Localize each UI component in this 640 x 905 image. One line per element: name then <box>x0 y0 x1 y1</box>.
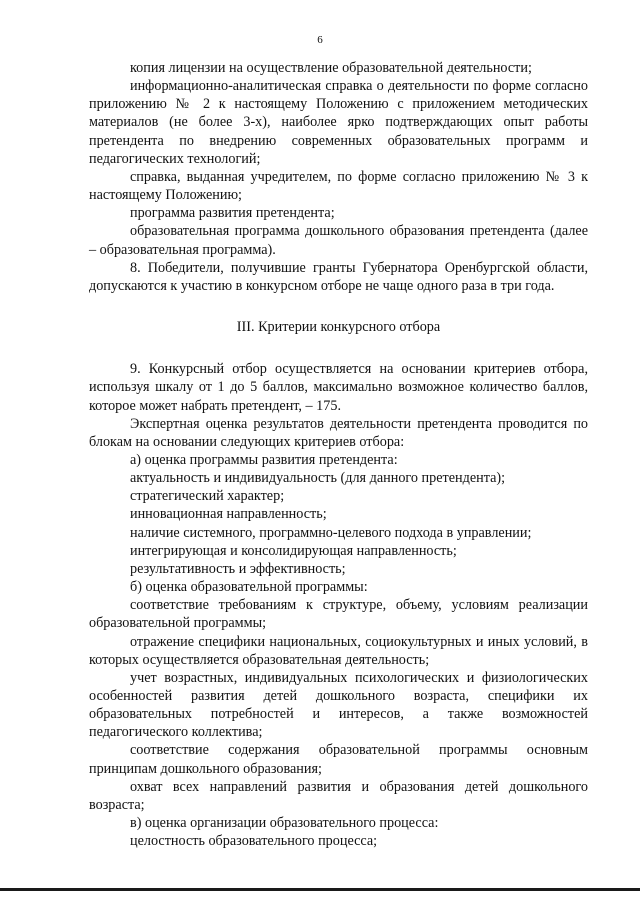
document-body <box>89 59 588 850</box>
paragraph: программа развития претендента; <box>130 205 335 222</box>
list-item: отражение специфики национальных, социокультурных и иных условий, в которых осуществляется образовательная деятельность; <box>89 633 588 668</box>
paragraph: образовательная программа дошкольного образования претендента (далее – образовательная программа). <box>89 223 588 258</box>
list-item: соответствие требованиям к структуре, объему, условиям реализации образовательной программы; <box>89 597 588 632</box>
list-item: результативность и эффективность; <box>130 560 346 577</box>
page-number: 6 <box>317 34 323 46</box>
list-item: интегрирующая и консолидирующая направленность; <box>130 542 457 559</box>
list-item: учет возрастных, индивидуальных психологических и физиологических особенностей развития детей дошкольного возраста, специфики их образовательных потребностей и интересов, а также возможностей педагогического коллектива; <box>89 669 588 741</box>
list-item: инновационная направленность; <box>130 506 327 523</box>
paragraph: информационно-аналитическая справка о деятельности по форме согласно приложению № 2 к настоящему Положению с приложением методических материалов (не более 3-х), наиболее ярко подтверждающих опыт работы претендента по внедрению современных образовательных программ и педагогических технологий; <box>89 78 588 167</box>
paragraph: копия лицензии на осуществление образовательной деятельности; <box>130 60 532 76</box>
list-item: стратегический характер; <box>130 488 285 505</box>
list-item: б) оценка образовательной программы: <box>130 579 368 596</box>
paragraph: Экспертная оценка результатов деятельности претендента проводится по блокам на основании следующих критериев отбора: <box>89 415 588 450</box>
list-item: целостность образовательного процесса; <box>130 833 378 850</box>
list-item: наличие системного, программно-целевого подхода в управлении; <box>130 524 532 541</box>
paragraph: 8. Победители, получившие гранты Губернатора Оренбургской области, допускаются к участию в конкурсном отборе не чаще одного раза в три года. <box>89 259 588 294</box>
list-item: соответствие содержания образовательной программы основным принципам дошкольного образования; <box>89 742 588 777</box>
bottom-rule <box>0 888 640 891</box>
list-item: в) оценка организации образовательного процесса: <box>130 815 439 832</box>
paragraph: 9. Конкурсный отбор осуществляется на основании критериев отбора, используя шкалу от 1 до 5 баллов, максимально возможное количество баллов, которое может набрать претендент, – 175. <box>89 361 588 414</box>
list-item: а) оценка программы развития претендента: <box>130 451 398 468</box>
list-item: охват всех направлений развития и образования детей дошкольного возраста; <box>89 778 588 813</box>
list-item: актуальность и индивидуальность (для данного претендента); <box>130 470 506 487</box>
section-heading: III. Критерии конкурсного отбора <box>236 319 441 336</box>
paragraph: справка, выданная учредителем, по форме согласно приложению № 3 к настоящему Положению; <box>89 168 588 204</box>
